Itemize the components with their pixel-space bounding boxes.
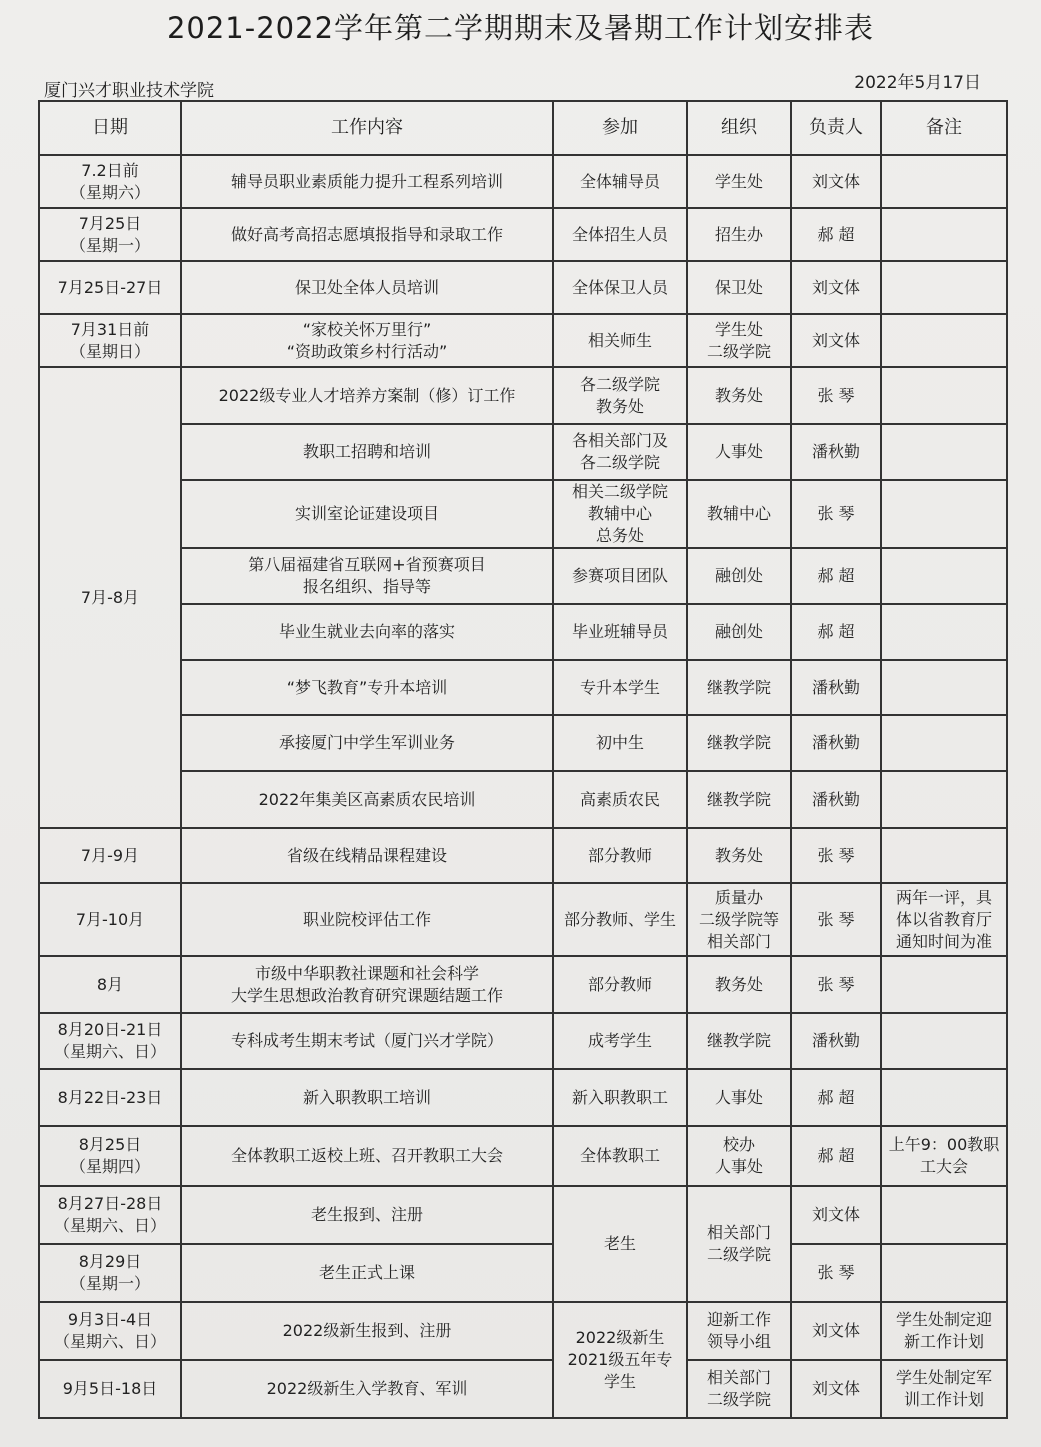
participants-cell — [553, 1302, 687, 1418]
owner-cell — [791, 1069, 881, 1126]
organizer-cell — [687, 1126, 791, 1186]
content-cell-line: 辅导员职业素质能力提升工程系列培训 — [230, 171, 503, 191]
organizer-cell — [687, 367, 791, 424]
content-cell — [181, 548, 553, 604]
owner-cell-line: 刘文体 — [811, 277, 860, 297]
owner-cell — [791, 660, 881, 715]
participants-cell-line: 各相关部门及 — [571, 431, 668, 450]
content-cell-line: 2022年集美区高素质农民培训 — [258, 789, 476, 809]
date-cell-line: 7月-10月 — [75, 909, 145, 929]
table-row — [39, 1302, 1007, 1360]
content-cell-line: 做好高考高招志愿填报指导和录取工作 — [230, 224, 503, 244]
document-title: 2021-2022学年第二学期期末及暑期工作计划安排表 — [166, 11, 875, 45]
notes-cell-line: 工大会 — [919, 1157, 968, 1176]
participants-cell-line: 部分教师 — [587, 845, 652, 865]
date-cell — [39, 1069, 181, 1126]
date-cell — [39, 155, 181, 208]
owner-cell — [791, 314, 881, 367]
table-row — [39, 828, 1007, 883]
content-cell — [181, 155, 553, 208]
organizer-cell-line: 教务处 — [714, 845, 763, 865]
owner-cell-line: 郝 超 — [817, 566, 855, 585]
notes-cell — [881, 1302, 1007, 1360]
owner-cell — [791, 208, 881, 261]
notes-cell — [881, 261, 1007, 314]
owner-cell-line: 张 琴 — [817, 909, 855, 929]
organizer-cell-line: 学生处 — [714, 319, 763, 339]
participants-cell — [553, 155, 687, 208]
notes-cell-line: 两年一评，具 — [895, 887, 992, 907]
notes-cell — [881, 660, 1007, 715]
date-cell-line: （星期六） — [69, 182, 150, 202]
participants-cell-line: 全体教职工 — [579, 1146, 660, 1165]
content-cell-line: “资助政策乡村行活动” — [286, 341, 448, 361]
organizer-cell — [687, 660, 791, 715]
participants-cell — [553, 314, 687, 367]
date-cell-line: 8月22日-23日 — [57, 1087, 163, 1107]
content-cell-line: 老生正式上课 — [318, 1263, 415, 1282]
owner-cell-line: 郝 超 — [817, 1087, 855, 1107]
content-cell — [181, 314, 553, 367]
date-cell-line: （星期四） — [69, 1157, 150, 1176]
header-owner: 负责人 — [791, 101, 881, 155]
organizer-cell-line: 教务处 — [714, 974, 763, 994]
participants-cell-line: 相关师生 — [587, 330, 652, 350]
date-cell-line: 7月25日-27日 — [57, 277, 163, 297]
organizer-cell-line: 招生办 — [714, 224, 763, 244]
date-cell — [39, 956, 181, 1013]
content-cell — [181, 1244, 553, 1302]
organizer-cell-line: 人事处 — [714, 1087, 763, 1107]
notes-cell — [881, 956, 1007, 1013]
table-row — [39, 548, 1007, 604]
organizer-cell-line: 二级学院 — [706, 1245, 771, 1264]
date-cell-line: （星期日） — [69, 341, 150, 361]
participants-cell — [553, 1186, 687, 1302]
content-cell-line: 新入职教职工培训 — [302, 1087, 431, 1107]
table-row — [39, 1360, 1007, 1418]
notes-cell-line: 新工作计划 — [903, 1332, 984, 1351]
table-row — [39, 1013, 1007, 1069]
content-cell — [181, 261, 553, 314]
participants-cell-line: 部分教师 — [587, 974, 652, 994]
date-cell — [39, 828, 181, 883]
date-cell-line: 7.2日前 — [81, 160, 139, 180]
participants-cell — [553, 660, 687, 715]
participants-cell-line: 全体辅导员 — [579, 171, 660, 191]
participants-cell-line: 新入职教职工 — [571, 1087, 668, 1107]
notes-cell-line: 训工作计划 — [903, 1390, 984, 1409]
notes-cell — [881, 604, 1007, 660]
content-cell — [181, 424, 553, 480]
participants-cell — [553, 771, 687, 828]
date-cell — [39, 1244, 181, 1302]
owner-cell — [791, 715, 881, 771]
owner-cell-line: 刘文体 — [811, 1205, 860, 1224]
content-cell-line: 教职工招聘和培训 — [302, 442, 431, 461]
date-cell-line: （星期一） — [69, 235, 150, 255]
owner-cell-line: 刘文体 — [811, 1379, 860, 1398]
notes-cell — [881, 1360, 1007, 1418]
notes-cell-line: 学生处制定军 — [895, 1368, 992, 1387]
notes-cell-line: 学生处制定迎 — [895, 1310, 992, 1329]
organizer-cell — [687, 1013, 791, 1069]
header-organizer: 组织 — [687, 101, 791, 155]
notes-cell — [881, 1186, 1007, 1244]
organizer-cell-line: 继教学院 — [706, 677, 771, 697]
owner-cell-line: 潘秋勤 — [811, 733, 860, 752]
participants-cell — [553, 1013, 687, 1069]
notes-cell — [881, 1013, 1007, 1069]
organizer-cell — [687, 604, 791, 660]
content-cell-line: 保卫处全体人员培训 — [294, 277, 439, 297]
notes-cell — [881, 208, 1007, 261]
content-cell-line: 2022级专业人才培养方案制（修）订工作 — [218, 385, 516, 405]
participants-cell-line: 2021级五年专 — [567, 1350, 673, 1369]
content-cell-line: 职业院校评估工作 — [302, 909, 431, 929]
organizer-cell-line: 二级学院等 — [698, 909, 779, 929]
date-cell-line: 8月20日-21日 — [57, 1020, 163, 1039]
participants-cell-line: 总务处 — [595, 526, 644, 545]
content-cell-line: 全体教职工返校上班、召开教职工大会 — [230, 1146, 503, 1165]
date-cell — [39, 261, 181, 314]
content-cell-line: 实训室论证建设项目 — [294, 504, 439, 523]
organizer-cell-line: 继教学院 — [706, 1031, 771, 1050]
organizer-cell — [687, 771, 791, 828]
table-row — [39, 261, 1007, 314]
date-cell-line: 8月29日 — [78, 1252, 142, 1271]
table-row — [39, 155, 1007, 208]
organizer-cell — [687, 314, 791, 367]
date-cell — [39, 314, 181, 367]
participants-cell-line: 成考学生 — [587, 1031, 652, 1050]
owner-cell-line: 潘秋勤 — [811, 677, 860, 697]
notes-cell — [881, 828, 1007, 883]
content-cell — [181, 480, 553, 548]
table-row — [39, 1126, 1007, 1186]
content-cell — [181, 1013, 553, 1069]
organizer-cell-line: 融创处 — [714, 622, 763, 641]
content-cell-line: 毕业生就业去向率的落实 — [278, 622, 455, 641]
organizer-cell-line: 继教学院 — [706, 789, 771, 809]
participants-cell-line: 学生 — [603, 1372, 636, 1391]
owner-cell — [791, 771, 881, 828]
notes-cell — [881, 883, 1007, 956]
participants-cell-line: 全体保卫人员 — [571, 277, 668, 297]
participants-cell-line: 教务处 — [595, 396, 644, 416]
content-cell-line: 第八届福建省互联网+省预赛项目 — [248, 555, 486, 574]
participants-cell-line: 教辅中心 — [587, 504, 652, 523]
date-cell — [39, 1126, 181, 1186]
organizer-cell-line: 教务处 — [714, 385, 763, 405]
owner-cell-line: 刘文体 — [811, 330, 860, 350]
participants-cell — [553, 604, 687, 660]
participants-cell-line: 部分教师、学生 — [563, 909, 676, 929]
organizer-cell — [687, 883, 791, 956]
owner-cell — [791, 1013, 881, 1069]
participants-cell-line: 全体招生人员 — [571, 224, 668, 244]
owner-cell — [791, 883, 881, 956]
date-cell-line: 7月31日前 — [70, 319, 150, 339]
organizer-cell-line: 校办 — [722, 1135, 755, 1154]
owner-cell-line: 潘秋勤 — [811, 442, 860, 461]
header-notes: 备注 — [881, 101, 1007, 155]
participants-cell — [553, 367, 687, 424]
document-date: 2022年5月17日 — [854, 73, 981, 93]
table-row — [39, 771, 1007, 828]
organizer-cell — [687, 1360, 791, 1418]
header-participants: 参加 — [553, 101, 687, 155]
content-cell-line: 2022级新生入学教育、军训 — [266, 1379, 468, 1398]
content-cell-line: 承接厦门中学生军训业务 — [278, 733, 455, 752]
participants-cell — [553, 956, 687, 1013]
organizer-cell-line: 相关部门 — [706, 931, 771, 951]
content-cell — [181, 828, 553, 883]
notes-cell — [881, 480, 1007, 548]
organizer-cell — [687, 480, 791, 548]
participants-cell — [553, 208, 687, 261]
organizer-cell — [687, 1069, 791, 1126]
organizer-cell — [687, 715, 791, 771]
organizer-cell-line: 继教学院 — [706, 733, 771, 752]
content-cell — [181, 1186, 553, 1244]
organizer-cell-line: 迎新工作 — [706, 1310, 771, 1329]
header-date: 日期 — [39, 101, 181, 155]
owner-cell-line: 潘秋勤 — [811, 1031, 860, 1050]
participants-cell — [553, 715, 687, 771]
organizer-cell-line: 二级学院 — [706, 341, 771, 361]
table-row — [39, 480, 1007, 548]
schedule-table — [38, 100, 1008, 1419]
owner-cell — [791, 1360, 881, 1418]
table-row — [39, 208, 1007, 261]
owner-cell — [791, 828, 881, 883]
header-content: 工作内容 — [181, 101, 553, 155]
date-cell — [39, 1360, 181, 1418]
content-cell-line: 2022级新生报到、注册 — [282, 1321, 452, 1340]
table-row — [39, 604, 1007, 660]
content-cell — [181, 367, 553, 424]
owner-cell-line: 郝 超 — [817, 1146, 855, 1165]
participants-cell-line: 各二级学院 — [579, 453, 660, 472]
organizer-cell-line: 相关部门 — [706, 1368, 771, 1387]
organizer-cell-line: 领导小组 — [706, 1332, 771, 1351]
date-cell-line: 7月25日 — [78, 213, 142, 233]
owner-cell — [791, 155, 881, 208]
organizer-cell — [687, 828, 791, 883]
table-header-row — [39, 101, 1007, 155]
organizer-cell — [687, 1302, 791, 1360]
content-cell — [181, 208, 553, 261]
content-cell-line: 市级中华职教社课题和社会科学 — [254, 963, 479, 983]
content-cell-line: “家校关怀万里行” — [302, 319, 432, 339]
date-cell-line: （星期六、日） — [53, 1042, 166, 1061]
owner-cell — [791, 1244, 881, 1302]
owner-cell — [791, 956, 881, 1013]
date-cell-line: （星期六、日） — [53, 1332, 166, 1351]
content-cell — [181, 1126, 553, 1186]
content-cell — [181, 956, 553, 1013]
owner-cell — [791, 261, 881, 314]
table-row — [39, 715, 1007, 771]
content-cell-line: 报名组织、指导等 — [302, 577, 431, 596]
organizer-cell-line: 学生处 — [714, 171, 763, 191]
content-cell — [181, 1360, 553, 1418]
organizer-cell-line: 人事处 — [714, 442, 763, 461]
owner-cell-line: 张 琴 — [817, 504, 855, 523]
organizer-cell — [687, 956, 791, 1013]
date-cell-line: 8月25日 — [78, 1135, 142, 1154]
table-row — [39, 660, 1007, 715]
participants-cell-line: 相关二级学院 — [571, 482, 668, 501]
participants-cell — [553, 261, 687, 314]
participants-cell-line: 专升本学生 — [579, 677, 660, 697]
owner-cell-line: 张 琴 — [817, 845, 855, 865]
participants-cell — [553, 480, 687, 548]
table-row — [39, 367, 1007, 424]
content-cell-line: “梦飞教育”专升本培训 — [286, 677, 448, 697]
table-body — [39, 155, 1007, 1418]
notes-cell — [881, 155, 1007, 208]
notes-cell-line: 体以省教育厅 — [895, 909, 992, 929]
date-cell — [39, 1302, 181, 1360]
owner-cell — [791, 1302, 881, 1360]
organizer-cell — [687, 155, 791, 208]
participants-cell-line: 参赛项目团队 — [571, 566, 668, 585]
participants-cell — [553, 828, 687, 883]
participants-cell — [553, 548, 687, 604]
owner-cell — [791, 367, 881, 424]
date-cell — [39, 883, 181, 956]
content-cell — [181, 883, 553, 956]
owner-cell-line: 张 琴 — [817, 974, 855, 994]
table-row — [39, 1069, 1007, 1126]
date-cell-line: （星期六、日） — [53, 1216, 166, 1235]
content-cell-line: 老生报到、注册 — [310, 1205, 423, 1224]
date-cell — [39, 367, 181, 828]
date-cell — [39, 1186, 181, 1244]
table-row — [39, 424, 1007, 480]
owner-cell-line: 刘文体 — [811, 171, 860, 191]
date-cell — [39, 1013, 181, 1069]
owner-cell — [791, 424, 881, 480]
content-cell — [181, 604, 553, 660]
table-row — [39, 1244, 1007, 1302]
organizer-cell-line: 教辅中心 — [706, 504, 771, 523]
notes-cell — [881, 1069, 1007, 1126]
notes-cell — [881, 1244, 1007, 1302]
organizer-cell — [687, 208, 791, 261]
content-cell-line: 专科成考生期末考试（厦门兴才学院） — [230, 1031, 503, 1050]
date-cell-line: （星期一） — [69, 1274, 150, 1293]
table-row — [39, 314, 1007, 367]
organizer-cell-line: 质量办 — [714, 887, 763, 907]
content-cell — [181, 660, 553, 715]
participants-cell — [553, 424, 687, 480]
content-cell-line: 大学生思想政治教育研究课题结题工作 — [230, 985, 503, 1005]
organization-name: 厦门兴才职业技术学院 — [44, 81, 214, 101]
participants-cell — [553, 1069, 687, 1126]
participants-cell-line: 高素质农民 — [579, 789, 660, 809]
table-row — [39, 883, 1007, 956]
organizer-cell — [687, 1186, 791, 1302]
organizer-cell-line: 相关部门 — [706, 1223, 771, 1242]
participants-cell — [553, 883, 687, 956]
organizer-cell-line: 保卫处 — [714, 277, 763, 297]
content-cell — [181, 715, 553, 771]
owner-cell — [791, 548, 881, 604]
date-cell-line: 9月5日-18日 — [62, 1379, 158, 1398]
notes-cell-line: 通知时间为准 — [895, 931, 992, 951]
organizer-cell — [687, 261, 791, 314]
table-row — [39, 956, 1007, 1013]
date-cell-line: 9月3日-4日 — [67, 1310, 153, 1329]
owner-cell-line: 刘文体 — [811, 1321, 860, 1340]
organizer-cell — [687, 424, 791, 480]
participants-cell-line: 各二级学院 — [579, 374, 660, 394]
owner-cell-line: 张 琴 — [817, 1263, 855, 1282]
content-cell — [181, 1069, 553, 1126]
participants-cell — [553, 1126, 687, 1186]
organizer-cell — [687, 548, 791, 604]
notes-cell — [881, 1126, 1007, 1186]
owner-cell-line: 郝 超 — [817, 224, 855, 244]
notes-cell — [881, 548, 1007, 604]
participants-cell-line: 老生 — [603, 1234, 636, 1253]
owner-cell-line: 郝 超 — [817, 622, 855, 641]
notes-cell — [881, 314, 1007, 367]
content-cell — [181, 1302, 553, 1360]
notes-cell-line: 上午9：00教职 — [888, 1135, 1000, 1154]
content-cell — [181, 771, 553, 828]
organizer-cell-line: 二级学院 — [706, 1390, 771, 1409]
owner-cell-line: 张 琴 — [817, 385, 855, 405]
date-cell-line: 7月-9月 — [80, 845, 140, 865]
participants-cell-line: 毕业班辅导员 — [571, 622, 668, 641]
participants-cell-line: 2022级新生 — [575, 1328, 665, 1347]
notes-cell — [881, 715, 1007, 771]
date-cell-line: 8月 — [96, 974, 124, 994]
date-cell — [39, 208, 181, 261]
owner-cell — [791, 604, 881, 660]
owner-cell — [791, 1126, 881, 1186]
notes-cell — [881, 367, 1007, 424]
owner-cell — [791, 480, 881, 548]
notes-cell — [881, 771, 1007, 828]
organizer-cell-line: 融创处 — [714, 566, 763, 585]
date-cell-line: 8月27日-28日 — [57, 1194, 163, 1213]
table-row — [39, 1186, 1007, 1244]
notes-cell — [881, 424, 1007, 480]
date-cell-line: 7月-8月 — [80, 587, 140, 607]
owner-cell-line: 潘秋勤 — [811, 789, 860, 809]
owner-cell — [791, 1186, 881, 1244]
organizer-cell-line: 人事处 — [714, 1157, 763, 1176]
content-cell-line: 省级在线精品课程建设 — [286, 845, 447, 865]
participants-cell-line: 初中生 — [595, 733, 644, 752]
